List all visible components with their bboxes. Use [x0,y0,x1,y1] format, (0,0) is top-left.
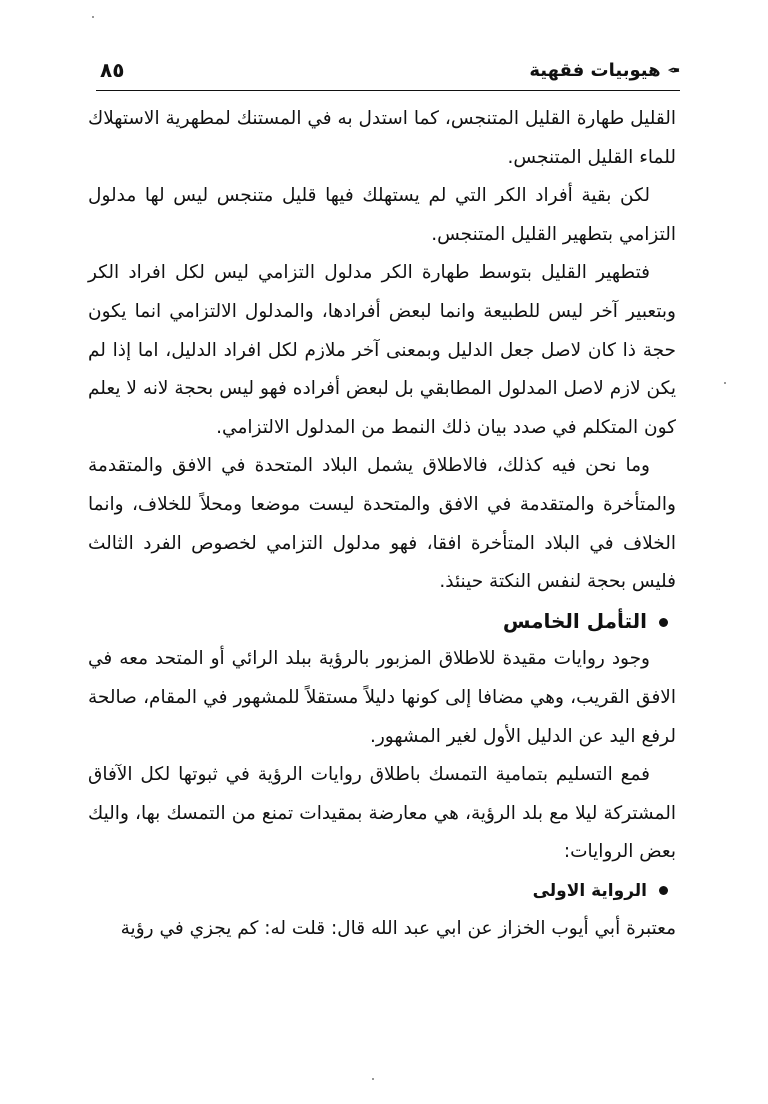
body-text [88,100,676,949]
page-number: ٨٥ [100,58,125,82]
filled-circle-bullet-icon [659,618,668,627]
paragraph-4: وما نحن فيه كذلك، فالاطلاق يشمل البلاد المتحدة في الافق والمتقدمة والمتأخرة والمتقدمة في الافق والمتحدة ليست موضعا ومحلاً للخلاف، وانما الخلاف في البلاد المتأخرة افقا، فهو مدلول التزامي لخصوص الفرد الثالث فليس بحجة لنفس النكتة حينئذ. [88,455,676,593]
page-header [96,52,680,92]
paragraph-3: فتطهير القليل بتوسط طهارة الكر مدلول التزامي ليس لكل افراد الكر وبتعبير آخر ليس للطبيعة وانما لبعض أفرادها، والمدلول الالتزامي انما يكون حجة ذا كان لاصل جعل الدليل وبمعنى آخر ملازم لكل افراد الدليل، اما إذا لم يكن لازم لاصل المدلول المطابقي بل لبعض أفراده فهو ليس بحجة لانه لا يعلم كون المتكلم في صدد بيان ذلك النمط من المدلول الالتزامي. [88,262,676,438]
quill-pen-icon: ✒ [666,61,680,80]
paragraph-7: معتبرة أبي أيوب الخزاز عن ابي عبد الله قال: قلت له: كم يجزي في رؤية [120,918,676,940]
section-heading-fifth-reflection [88,602,676,641]
paragraph-2: لكن بقية أفراد الكر التي لم يستهلك فيها قليل متنجس ليس لها مدلول التزامي بتطهير القليل المتنجس. [88,185,676,245]
scan-speck [724,382,726,384]
header-divider [96,90,680,91]
running-title [529,60,680,81]
paragraph-1: القليل طهارة القليل المتنجس، كما استدل به في المستنك لمطهرية الاستهلاك للماء القليل المتنجس. [88,108,676,168]
subheading-text: الرواية الاولى [532,880,647,901]
running-title-text: هيوبيات فقهية [529,60,661,81]
paragraph-6: فمع التسليم بتمامية التمسك باطلاق روايات الرؤية في ثبوتها لكل الآفاق المشتركة ليلا مع بلد الرؤية، هي معارضة بمقيدات تمنع من التمسك بها، واليك بعض الروايات: [88,764,676,863]
scan-speck [92,16,94,18]
filled-circle-bullet-icon [659,886,668,895]
scan-speck [372,1078,374,1080]
paragraph-5: وجود روايات مقيدة للاطلاق المزبور بالرؤية ببلد الرائي أو المتحد معه في الافق القريب، وهي مضافا إلى كونها دليلاً مستقلاً للمشهور في المقام، صالحة لرفع اليد عن الدليل الأول لغير المشهور. [88,648,676,747]
section-heading-text: التأمل الخامس [502,608,647,633]
subheading-first-narration [88,872,676,911]
